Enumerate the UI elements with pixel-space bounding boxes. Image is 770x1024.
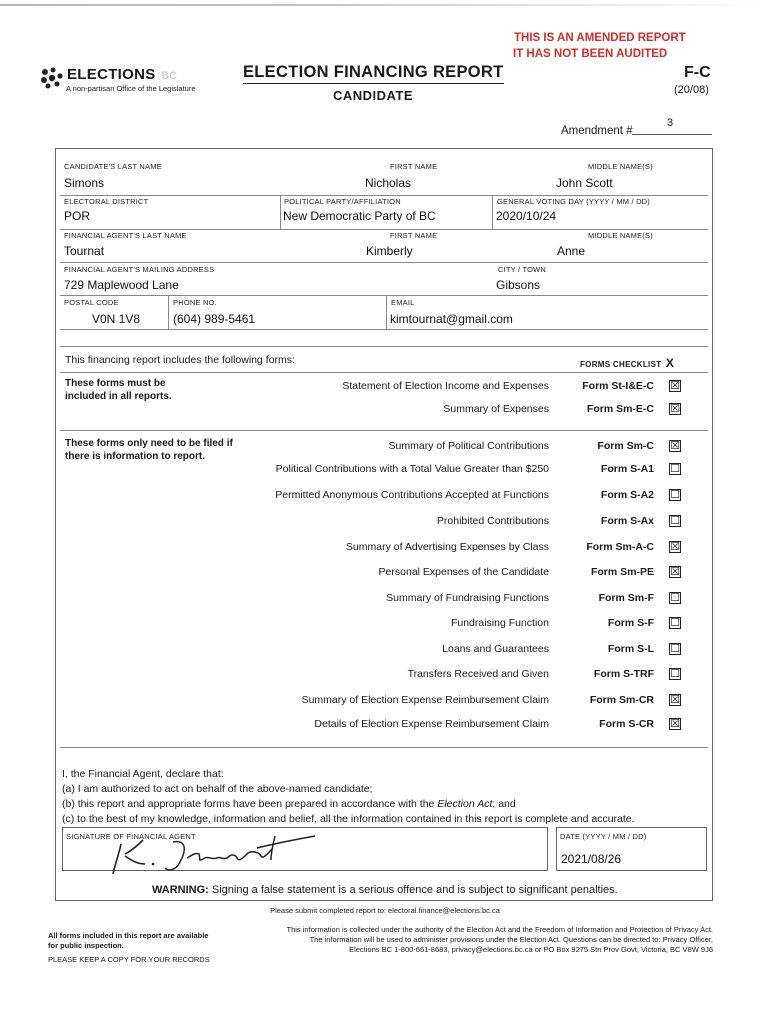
agent-first-name-label: FIRST NAME bbox=[390, 231, 438, 240]
form-desc: Transfers Received and Given bbox=[407, 668, 549, 680]
date-box[interactable] bbox=[556, 827, 707, 871]
section-divider bbox=[60, 430, 708, 431]
privacy-line-1: This information is collected under the authority of the Election Act and the Freedom of Information and Protection of Privacy Act. bbox=[286, 925, 713, 934]
electoral-district[interactable]: POR bbox=[64, 209, 91, 223]
privacy-line-3: Elections BC 1-800-661-8683, privacy@elections.bc.ca or PO Box 9275 Stn Prov Govt, Victoria, BC V8W 9J6 bbox=[349, 945, 713, 954]
agent-first-name[interactable]: Kimberly bbox=[366, 244, 413, 258]
logo-region: BC bbox=[161, 70, 178, 82]
form-checkbox[interactable]: ☒ bbox=[670, 566, 680, 578]
party-affiliation[interactable]: New Democratic Party of BC bbox=[283, 209, 436, 223]
form-checkbox[interactable]: ☒ bbox=[670, 694, 680, 706]
form-desc: Prohibited Contributions bbox=[436, 515, 549, 527]
form-desc: Fundraising Function bbox=[450, 617, 549, 629]
form-checkbox[interactable]: ☐ bbox=[670, 463, 680, 475]
declaration-a: (a) I am authorized to act on behalf of the above-named candidate; bbox=[62, 783, 373, 795]
form-code-label: Form Sm-A-C bbox=[586, 541, 654, 553]
postal-code-label: POSTAL CODE bbox=[64, 298, 119, 307]
signature-box[interactable] bbox=[62, 827, 548, 871]
row-divider bbox=[60, 195, 708, 196]
agent-middle-name[interactable]: Anne bbox=[557, 244, 586, 258]
candidate-first-name-label: FIRST NAME bbox=[390, 162, 438, 171]
form-checkbox[interactable]: ☐ bbox=[670, 489, 680, 501]
row-divider bbox=[60, 295, 708, 296]
optional-forms-note: These forms only need to be filed if there is information to report. bbox=[65, 438, 233, 462]
voting-day[interactable]: 2020/10/24 bbox=[496, 209, 557, 223]
row-divider bbox=[60, 262, 708, 263]
phone-number[interactable]: (604) 989-5461 bbox=[173, 312, 256, 326]
warning-label: WARNING: bbox=[152, 884, 209, 896]
report-title: ELECTION FINANCING REPORT bbox=[243, 63, 504, 84]
form-checkbox[interactable]: ☐ bbox=[670, 592, 680, 604]
form-desc: Summary of Fundraising Functions bbox=[386, 592, 549, 604]
agent-city[interactable]: Gibsons bbox=[496, 278, 541, 292]
form-code-label: Form Sm-F bbox=[598, 592, 654, 604]
form-code-label: Form Sm-PE bbox=[590, 566, 654, 578]
agent-last-name-label: FINANCIAL AGENT'S LAST NAME bbox=[64, 231, 187, 240]
party-label: POLITICAL PARTY/AFFILIATION bbox=[284, 197, 401, 206]
form-code-label: Form S-A1 bbox=[600, 463, 654, 475]
form-checkbox[interactable]: ☒ bbox=[670, 541, 680, 553]
column-divider bbox=[386, 295, 387, 329]
public-inspection-line-2: for public inspection. bbox=[48, 941, 124, 950]
form-desc: Loans and Guarantees bbox=[442, 643, 549, 655]
scan-edge-line bbox=[0, 4, 770, 6]
form-code-label: Form S-F bbox=[607, 617, 654, 629]
candidate-middle-name-label: MIDDLE NAME(S) bbox=[588, 162, 653, 171]
email[interactable]: kimtournat@gmail.com bbox=[390, 312, 513, 326]
forms-checklist-text: FORMS CHECKLIST bbox=[580, 360, 662, 369]
form-desc: Permitted Anonymous Contributions Accepted at Functions bbox=[275, 489, 549, 501]
agent-last-name[interactable]: Tournat bbox=[64, 244, 105, 258]
form-code-label: Form Sm-CR bbox=[589, 694, 654, 706]
column-divider bbox=[492, 195, 493, 229]
row-divider bbox=[60, 346, 708, 347]
form-checkbox[interactable]: ☒ bbox=[670, 403, 680, 415]
electoral-district-label: ELECTORAL DISTRICT bbox=[64, 197, 149, 206]
privacy-line-2: The information will be used to administer provisions under the Election Act. Questions can be directed to: Privacy Officer, bbox=[309, 935, 713, 944]
form-code-label: Form S-L bbox=[607, 643, 654, 655]
form-code-label: Form S-A2 bbox=[600, 489, 654, 501]
keep-copy-note: PLEASE KEEP A COPY FOR YOUR RECORDS bbox=[48, 955, 210, 964]
form-checkbox[interactable]: ☐ bbox=[670, 643, 680, 655]
handwritten-signature-icon bbox=[103, 830, 333, 880]
form-desc: Summary of Political Contributions bbox=[388, 440, 549, 452]
amended-notice bbox=[514, 30, 686, 62]
candidate-middle-name[interactable]: John Scott bbox=[556, 176, 613, 190]
form-desc: Summary of Expenses bbox=[443, 403, 549, 415]
form-code-label: Form S-TRF bbox=[593, 668, 654, 680]
column-divider bbox=[168, 295, 169, 329]
form-desc: Personal Expenses of the Candidate bbox=[378, 566, 549, 578]
amendment-number[interactable]: 3 bbox=[667, 117, 674, 129]
phone-label: PHONE NO. bbox=[173, 298, 217, 307]
amended-notice-line-1: THIS IS AN AMENDED REPORT bbox=[514, 32, 686, 44]
privacy-notice bbox=[287, 925, 713, 955]
logo-wordmark bbox=[67, 66, 177, 83]
form-checkbox[interactable]: ☐ bbox=[670, 515, 680, 527]
section-divider bbox=[60, 747, 708, 748]
warning bbox=[152, 884, 618, 896]
amendment-line bbox=[632, 134, 712, 135]
candidate-first-name[interactable]: Nicholas bbox=[365, 176, 412, 190]
row-divider bbox=[60, 329, 708, 330]
signature-date[interactable]: 2021/08/26 bbox=[561, 852, 622, 866]
candidate-last-name[interactable]: Simons bbox=[64, 176, 105, 190]
declaration-b bbox=[62, 797, 635, 812]
footer-left bbox=[48, 931, 210, 965]
logo-tagline: A non-partisan Office of the Legislature bbox=[66, 84, 196, 93]
form-code-label: Form Sm-C bbox=[597, 440, 654, 452]
agent-city-label: CITY / TOWN bbox=[498, 265, 547, 274]
signature-label: SIGNATURE OF FINANCIAL AGENT bbox=[66, 832, 196, 841]
form-checkbox[interactable]: ☒ bbox=[670, 440, 680, 452]
form-desc: Summary of Election Expense Reimbursement Claim bbox=[301, 694, 549, 706]
form-code-label: Form St-I&E-C bbox=[582, 380, 654, 392]
amended-notice-line-2: IT HAS NOT BEEN AUDITED bbox=[513, 48, 668, 60]
form-code-label: Form S-CR bbox=[599, 718, 654, 730]
submit-instructions: Please submit completed report to: electoral.finance@elections.bc.ca bbox=[270, 906, 500, 915]
declaration-b-act: Election Act bbox=[437, 798, 493, 810]
agent-address[interactable]: 729 Maplewood Lane bbox=[64, 278, 179, 292]
declaration-b-post: ; and bbox=[492, 798, 516, 810]
form-desc: Summary of Advertising Expenses by Class bbox=[345, 541, 549, 553]
form-code: F-C bbox=[684, 64, 711, 81]
agent-middle-name-label: MIDDLE NAME(S) bbox=[588, 231, 653, 240]
warning-text: Signing a false statement is a serious offence and is subject to significant penalties. bbox=[211, 884, 618, 896]
declaration-intro: I, the Financial Agent, declare that: bbox=[62, 768, 224, 780]
form-code-label: Form S-Ax bbox=[600, 515, 654, 527]
postal-code[interactable]: V0N 1V8 bbox=[92, 312, 141, 326]
form-checkbox[interactable]: ☐ bbox=[670, 617, 680, 629]
forms-checklist-label bbox=[580, 356, 674, 370]
public-inspection-line-1: All forms included in this report are available bbox=[48, 931, 209, 940]
column-divider bbox=[280, 195, 281, 229]
elections-bc-logo-icon bbox=[40, 67, 66, 89]
form-checkbox[interactable]: ☒ bbox=[670, 380, 680, 392]
form-checkbox[interactable]: ☐ bbox=[670, 668, 680, 680]
form-code-label: Form Sm-E-C bbox=[586, 403, 654, 415]
amendment-label: Amendment # bbox=[561, 125, 633, 137]
form-version: (20/08) bbox=[674, 84, 709, 96]
report-subtitle: CANDIDATE bbox=[333, 88, 414, 103]
required-forms-note: These forms must be included in all reports. bbox=[65, 378, 172, 402]
declaration-b-pre: (b) this report and appropriate forms have been prepared in accordance with the bbox=[62, 798, 438, 810]
declaration bbox=[62, 767, 635, 827]
row-divider bbox=[60, 229, 708, 230]
section-divider bbox=[60, 372, 708, 373]
date-label: DATE (YYYY / MM / DD) bbox=[560, 832, 647, 841]
form-checkbox[interactable]: ☒ bbox=[670, 718, 680, 730]
form-desc: Details of Election Expense Reimbursement Claim bbox=[314, 718, 549, 730]
form-desc: Statement of Election Income and Expenses bbox=[342, 380, 549, 392]
declaration-c: (c) to the best of my knowledge, information and belief, all the information contained in this report is complete and accurate. bbox=[62, 813, 635, 825]
candidate-last-name-label: CANDIDATE'S LAST NAME bbox=[64, 162, 162, 171]
form-desc: Political Contributions with a Total Value Greater than $250 bbox=[275, 463, 549, 475]
forms-intro: This financing report includes the following forms: bbox=[65, 354, 295, 366]
email-label: EMAIL bbox=[391, 298, 415, 307]
agent-address-label: FINANCIAL AGENT'S MAILING ADDRESS bbox=[64, 265, 215, 274]
voting-day-label: GENERAL VOTING DAY (YYYY / MM / DD) bbox=[497, 197, 650, 206]
logo-name: ELECTIONS bbox=[67, 66, 156, 83]
forms-checklist-mark: X bbox=[665, 356, 675, 370]
